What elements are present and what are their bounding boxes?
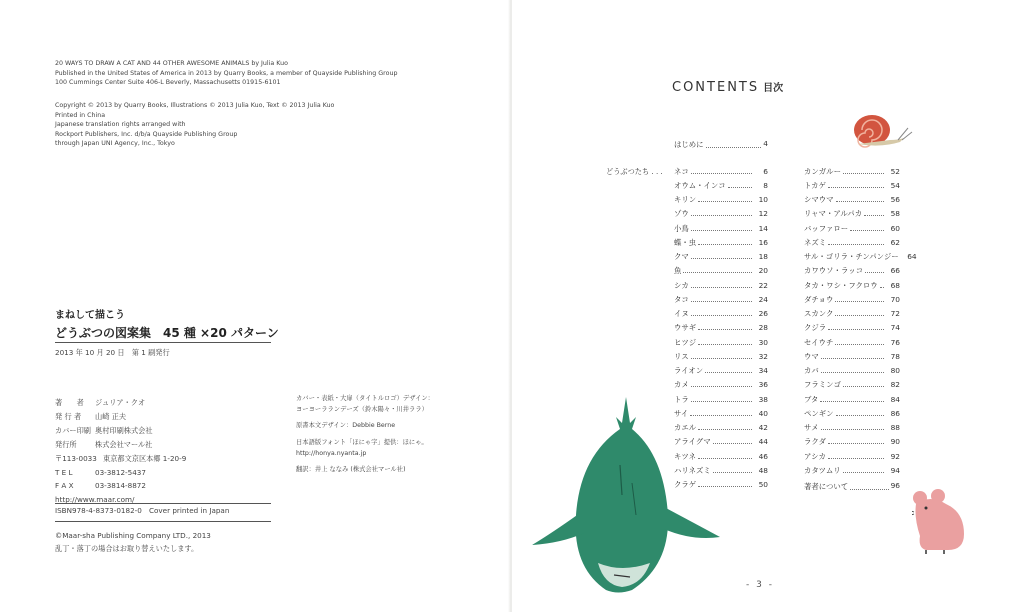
book-subtitle: まねして描こう	[55, 310, 125, 321]
toc-page: 52	[890, 166, 900, 176]
toc-page: 12	[758, 209, 768, 219]
toc-page: 72	[890, 309, 900, 318]
toc-leader	[691, 287, 752, 288]
credit-row	[55, 438, 186, 452]
toc-leader	[821, 358, 884, 359]
toc-label: 魚	[674, 266, 682, 276]
toc-label: ウサギ	[674, 323, 697, 333]
toc-leader	[835, 301, 884, 302]
toc-label: イヌ	[674, 309, 689, 318]
toc-page: 18	[758, 252, 768, 261]
toc-leader	[864, 215, 884, 216]
toc-leader	[880, 287, 884, 288]
toc-label: サル・ゴリラ・チンパンジー	[804, 252, 899, 261]
toc-page: 94	[890, 465, 900, 475]
credit-row	[55, 396, 186, 410]
toc-label: ヒツジ	[674, 337, 697, 347]
toc-page: 96	[890, 481, 900, 490]
colophon-line: 100 Cummings Center Suite 406-L Beverly, Massachusetts 01915-6101	[55, 79, 281, 86]
design-credits	[296, 393, 466, 480]
shark-illustration	[532, 395, 724, 595]
toc-label: タカ・ワシ・フクロウ	[804, 280, 878, 290]
toc-page: 42	[758, 423, 768, 432]
toc-label: カンガルー	[804, 166, 841, 176]
toc-page: 68	[890, 280, 900, 290]
colophon-line: 20 WAYS TO DRAW A CAT AND 44 OTHER AWESOME ANIMALS by Julia Kuo	[55, 60, 288, 67]
design-credit-line: 原書本文デザイン：Debbie Berne	[296, 422, 396, 430]
credit-key: 発行所	[55, 439, 77, 449]
toc-page: 40	[758, 408, 768, 418]
toc-entry[interactable]	[674, 322, 768, 334]
toc-label: オウム・インコ	[674, 180, 726, 190]
toc-label: リス	[674, 351, 689, 361]
toc-page: 86	[890, 408, 900, 418]
toc-label: ラクダ	[804, 437, 827, 447]
toc-entry[interactable]	[804, 436, 900, 448]
toc-label: フラミンゴ	[804, 380, 841, 390]
toc-page: 62	[890, 237, 900, 247]
toc-entry[interactable]	[674, 236, 768, 248]
toc-label: ウマ	[804, 351, 819, 361]
design-credit-line: カバー・表紙・大扉（タイトルロゴ）デザイン：	[296, 395, 434, 402]
toc-entry[interactable]	[804, 293, 900, 305]
credit-row	[55, 410, 186, 424]
credit-key: F A X	[55, 481, 74, 491]
toc-label: クラゲ	[674, 480, 697, 489]
toc-label: リャマ・アルパカ	[804, 209, 863, 219]
toc-page: 92	[890, 451, 900, 461]
toc-label: クマ	[674, 252, 689, 261]
toc-label: カエル	[674, 423, 697, 432]
toc-entry[interactable]	[804, 265, 900, 277]
toc-leader	[850, 230, 884, 231]
toc-entry[interactable]	[674, 279, 768, 291]
credit-value: 奥村印刷株式会社	[95, 425, 153, 435]
toc-entry[interactable]	[804, 365, 900, 377]
colophon-line: Printed in China	[55, 111, 106, 119]
credit-key: カバー印刷	[55, 425, 91, 435]
design-credit-line: ヨーヨーラランデーズ（鈴木陽々・川井ララ）	[296, 406, 428, 414]
toc-page: 78	[890, 351, 900, 361]
toc-page: 34	[758, 366, 768, 375]
toc-page: 84	[890, 394, 900, 404]
credit-value: 東京都文京区本郷 1-20-9	[103, 453, 187, 463]
toc-entry[interactable]	[804, 236, 900, 248]
toc-entry[interactable]	[674, 336, 768, 348]
toc-entry[interactable]	[804, 393, 900, 405]
toc-label: アシカ	[804, 451, 826, 461]
toc-page: 22	[758, 280, 768, 290]
toc-entry[interactable]	[804, 251, 917, 263]
toc-leader	[691, 315, 752, 316]
credit-value: 03-3812-5437	[95, 467, 146, 477]
toc-entry[interactable]	[674, 179, 768, 191]
toc-label: シカ	[674, 280, 689, 290]
toc-entry[interactable]	[804, 179, 900, 191]
toc-label: キリン	[674, 195, 697, 204]
toc-label: アライグマ	[674, 437, 711, 447]
toc-entry-about-author[interactable]	[804, 481, 900, 492]
toc-entry[interactable]	[674, 379, 768, 391]
divider	[55, 342, 271, 343]
toc-page: 30	[758, 337, 768, 347]
colophon-english-block	[55, 59, 397, 88]
mouse-illustration	[912, 488, 974, 556]
toc-label: トラ	[674, 394, 689, 404]
toc-label: カメ	[674, 380, 689, 390]
toc-page: 66	[890, 266, 900, 276]
toc-leader	[836, 415, 885, 416]
toc-entry[interactable]	[674, 208, 768, 220]
toc-entry[interactable]	[804, 322, 900, 334]
colophon-page	[0, 0, 510, 612]
contents-title	[672, 79, 783, 95]
toc-entry[interactable]	[804, 336, 900, 348]
toc-leader	[828, 244, 884, 245]
toc-leader	[698, 244, 752, 245]
toc-label: サイ	[674, 408, 689, 418]
toc-page: 32	[758, 351, 768, 361]
toc-leader	[698, 329, 752, 330]
colophon-line: through Japan UNI Agency, Inc., Tokyo	[55, 140, 175, 147]
credit-value: ジュリア・クオ	[95, 398, 146, 407]
website-link[interactable]: http://www.maar.com/	[55, 495, 135, 505]
contents-page	[512, 0, 1024, 612]
page-number: - 3 -	[746, 580, 774, 590]
toc-label: セイウチ	[804, 337, 834, 347]
toc-page: 48	[758, 465, 768, 475]
toc-entry[interactable]	[674, 251, 768, 263]
toc-page: 14	[758, 223, 768, 233]
toc-page: 4	[763, 139, 768, 148]
credit-key: 発 行 者	[55, 411, 82, 421]
font-link[interactable]: http://honya.nyanta.jp	[296, 449, 367, 457]
toc-entry[interactable]	[674, 265, 768, 277]
toc-leader	[683, 272, 752, 273]
credit-row	[55, 452, 186, 466]
toc-page: 6	[763, 166, 768, 176]
toc-page: 16	[758, 237, 768, 247]
toc-label: サメ	[804, 423, 819, 432]
toc-label: 著者について	[804, 482, 849, 491]
toc-page: 74	[890, 323, 900, 333]
toc-label: クジラ	[804, 323, 827, 333]
toc-leader	[828, 458, 884, 459]
toc-entry[interactable]	[804, 279, 900, 291]
toc-entry[interactable]	[804, 464, 900, 476]
toc-page: 90	[890, 437, 900, 447]
toc-leader	[706, 137, 762, 148]
toc-label: ネズミ	[804, 237, 827, 247]
publication-date: 2013 年 10 月 20 日 第 1 刷発行	[55, 348, 170, 357]
toc-label: スカンク	[804, 309, 834, 318]
design-credit-line: 翻訳：井上 ななみ (株式会社マール社)	[296, 466, 406, 474]
toc-page: 38	[758, 394, 768, 404]
toc-leader	[691, 358, 752, 359]
credit-value: 03-3814-8872	[95, 481, 146, 491]
toc-label: ペンギン	[804, 408, 834, 418]
toc-leader	[843, 173, 884, 174]
toc-leader	[728, 187, 752, 188]
toc-label: カタツムリ	[804, 465, 841, 475]
toc-label: ダチョウ	[804, 294, 834, 304]
toc-entry[interactable]	[804, 422, 900, 434]
credit-key: 著 者	[55, 398, 84, 407]
credit-row	[55, 466, 186, 480]
toc-page: 60	[890, 223, 900, 233]
toc-page: 58	[890, 209, 900, 219]
toc-leader	[828, 329, 884, 330]
toc-page: 82	[890, 380, 900, 390]
toc-entry[interactable]	[674, 365, 768, 377]
toc-label: ネコ	[674, 166, 689, 176]
toc-label: ハリネズミ	[674, 465, 711, 475]
toc-page: 56	[890, 195, 900, 204]
design-credit-line: 日本語版フォント「ほにゃ字」提供：ほにゃ。	[296, 438, 428, 446]
colophon-line: Copyright © 2013 by Quarry Books, Illustrations © 2013 Julia Kuo, Text © 2013 Julia Kuo	[55, 102, 335, 109]
toc-label: ブタ	[804, 394, 819, 404]
toc-entry[interactable]	[674, 350, 768, 362]
copyright-jp	[55, 530, 211, 555]
credit-key: 〒113-0033	[55, 453, 97, 463]
toc-leader	[836, 201, 884, 202]
toc-entry[interactable]	[804, 407, 900, 419]
contents-title-en: CONTENTS	[672, 80, 760, 95]
colophon-line: Published in the United States of America in 2013 by Quarry Books, a member of Quayside Publishing Group	[55, 69, 398, 77]
toc-leader	[691, 258, 752, 259]
toc-leader	[835, 315, 884, 316]
toc-page: 20	[758, 266, 768, 276]
colophon-rights-block	[55, 101, 334, 149]
toc-page: 36	[758, 380, 768, 390]
credit-value: 株式会社マール社	[95, 439, 153, 449]
toc-page: 80	[890, 366, 900, 375]
toc-leader	[691, 173, 752, 174]
toc-page: 10	[758, 195, 768, 204]
toc-label: 蝶・虫	[674, 237, 697, 247]
toc-page: 44	[758, 437, 768, 447]
colophon-line: Rockport Publishers, Inc. d/b/a Quayside Publishing Group	[55, 130, 238, 138]
credit-row	[55, 479, 186, 493]
toc-leader	[828, 187, 884, 188]
toc-label: はじめに	[674, 140, 704, 149]
toc-leader	[828, 443, 884, 444]
toc-entry[interactable]	[674, 222, 768, 234]
toc-page: 28	[758, 323, 768, 333]
isbn: ISBN978-4-8373-0182-0 Cover printed in Japan	[55, 506, 230, 515]
toc-entry[interactable]	[804, 350, 900, 362]
toc-leader	[691, 215, 752, 216]
toc-entry[interactable]	[804, 222, 900, 234]
toc-page: 64	[907, 252, 917, 261]
book-title: どうぶつの図案集 45 種 ×20 パターン	[55, 326, 279, 340]
toc-page: 50	[758, 480, 768, 489]
toc-label: ゾウ	[674, 209, 689, 219]
toc-entry[interactable]	[674, 293, 768, 305]
toc-label: シマウマ	[804, 195, 834, 204]
toc-label: 小鳥	[674, 223, 689, 233]
toc-entry-intro[interactable]	[674, 139, 768, 150]
toc-leader	[865, 272, 884, 273]
toc-entry[interactable]	[804, 308, 900, 320]
toc-page: 76	[890, 337, 900, 347]
toc-page: 70	[890, 294, 900, 304]
toc-leader	[691, 386, 752, 387]
toc-page: 54	[890, 180, 900, 190]
toc-entry[interactable]	[674, 308, 768, 320]
copyright-line: ©Maar-sha Publishing Company LTD., 2013	[55, 531, 211, 540]
toc-section-animals: どうぶつたち . . .	[606, 167, 663, 176]
toc-entry[interactable]	[804, 379, 900, 391]
copyright-line: 乱丁・落丁の場合はお取り替えいたします。	[55, 543, 199, 553]
toc-entry[interactable]	[804, 165, 900, 177]
toc-leader	[705, 372, 752, 373]
contents-title-jp: 目次	[763, 83, 784, 94]
toc-label: キツネ	[674, 451, 697, 461]
toc-entry[interactable]	[804, 450, 900, 462]
toc-entry[interactable]	[674, 194, 768, 206]
toc-leader	[698, 201, 752, 202]
toc-page: 26	[758, 309, 768, 318]
toc-page: 8	[763, 180, 768, 190]
toc-leader	[850, 479, 888, 490]
toc-leader	[691, 230, 752, 231]
credit-row	[55, 424, 186, 438]
toc-leader	[821, 372, 884, 373]
divider	[55, 521, 271, 522]
toc-page: 88	[890, 423, 900, 432]
toc-leader	[843, 386, 884, 387]
toc-leader	[698, 344, 752, 345]
divider	[55, 503, 271, 504]
credit-value: 山崎 正夫	[95, 411, 127, 421]
toc-label: バッファロー	[804, 223, 849, 233]
credits-list	[55, 396, 186, 507]
toc-page: 24	[758, 294, 768, 304]
toc-label: トカゲ	[804, 180, 826, 190]
toc-leader	[821, 429, 885, 430]
colophon-line: Japanese translation rights arranged with	[55, 121, 186, 128]
toc-leader	[820, 401, 884, 402]
toc-label: カバ	[804, 366, 819, 375]
toc-label: タコ	[674, 294, 689, 304]
toc-leader	[843, 472, 884, 473]
toc-label: カワウソ・ラッコ	[804, 266, 863, 276]
toc-label: ライオン	[674, 366, 704, 375]
credit-key: T E L	[55, 467, 73, 477]
toc-leader	[835, 344, 884, 345]
toc-leader	[691, 301, 752, 302]
snail-illustration	[850, 114, 914, 150]
toc-entry[interactable]	[674, 165, 768, 177]
toc-page: 46	[758, 451, 768, 461]
toc-entry[interactable]	[804, 194, 900, 206]
toc-entry[interactable]	[804, 208, 900, 220]
